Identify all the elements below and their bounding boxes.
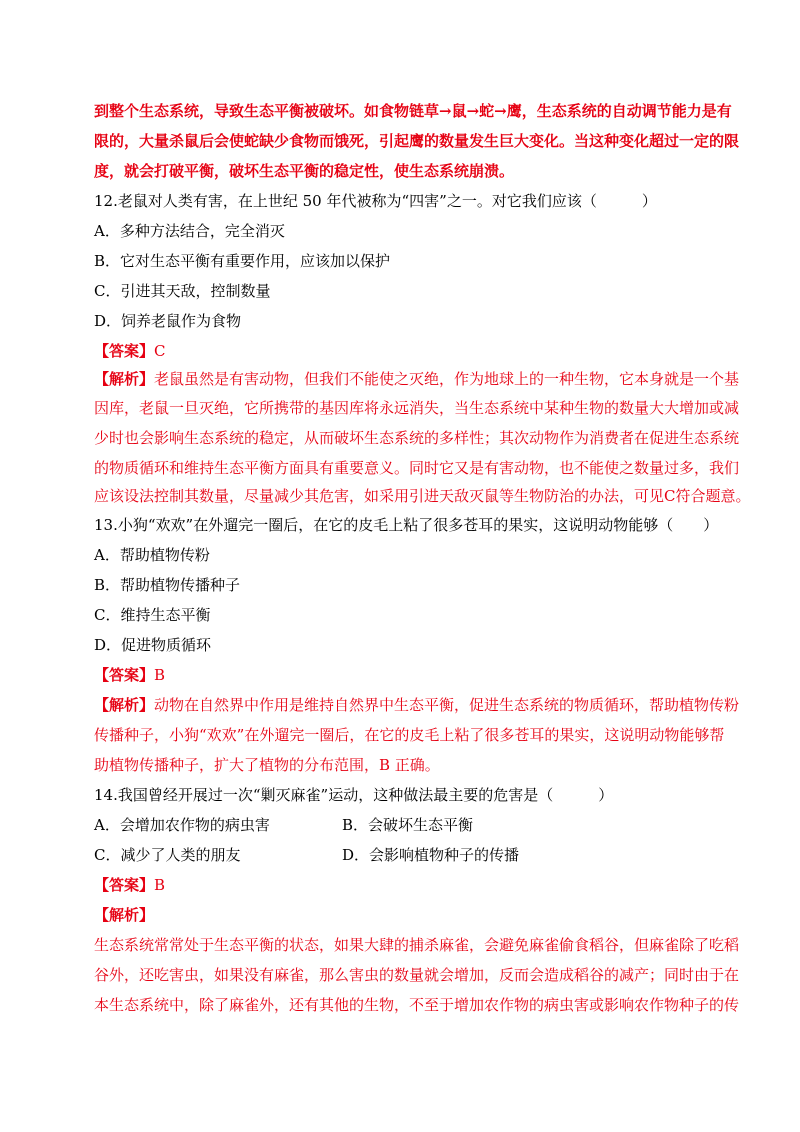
answer-row xyxy=(94,870,714,900)
option-c: C．维持生态平衡 xyxy=(94,606,211,624)
analysis-text: 谷外，还吃害虫，如果没有麻雀，那么害虫的数量就会增加，反而会造成稻谷的减产；同时由于在 xyxy=(94,966,740,984)
answer-label: 【答案】 xyxy=(94,876,155,894)
option-b: B．它对生态平衡有重要作用，应该加以保护 xyxy=(94,252,391,270)
question-12-stem: 12.老鼠对人类有害，在上世纪 50 年代被称为“四害”之一。对它我们应该（ ） xyxy=(94,192,657,210)
analysis-text: 助植物传播种子，扩大了植物的分布范围，B 正确。 xyxy=(94,756,440,774)
question-14-stem: 14.我国曾经开展过一次“剿灭麻雀”运动，这种做法最主要的危害是（ ） xyxy=(94,786,614,804)
analysis-text: 老鼠虽然是有害动物，但我们不能使之灭绝，作为地球上的一种生物，它本身就是一个基 xyxy=(154,370,740,388)
option-c: C．引进其天敌，控制数量 xyxy=(94,282,271,300)
answer-row xyxy=(94,660,714,690)
option-d: D．会影响植物种子的传播 xyxy=(342,846,520,864)
answer-label: 【答案】 xyxy=(94,342,155,360)
analysis-text: 少时也会影响生态系统的稳定，从而破坏生态系统的多样性；其次动物作为消费者在促进生态系统 xyxy=(94,429,740,447)
analysis-text: 动物在自然界中作用是维持自然界中生态平衡，促进生态系统的物质循环，帮助植物传粉 xyxy=(154,696,740,714)
analysis-row xyxy=(94,900,714,930)
answer-value: B xyxy=(154,876,166,894)
answer-value: B xyxy=(154,666,166,684)
option-c: C．减少了人类的朋友 xyxy=(94,846,241,864)
option-b: B．帮助植物传播种子 xyxy=(94,576,241,594)
analysis-text: 本生态系统中，除了麻雀外，还有其他的生物，不至于增加农作物的病虫害或影响农作物种子的传 xyxy=(94,996,740,1014)
analysis-row xyxy=(94,366,740,393)
explanation-line: 度，就会打破平衡，破坏生态平衡的稳定性，使生态系统崩溃。 xyxy=(94,162,515,180)
analysis-text: 因库，老鼠一旦灭绝，它所携带的基因库将永远消失，当生态系统中某种生物的数量大大增加或减 xyxy=(94,399,740,417)
analysis-text: 的物质循环和维持生态平衡方面具有重要意义。同时它又是有害动物，也不能使之数量过多，我们 xyxy=(94,459,740,477)
options-row xyxy=(94,840,714,870)
answer-row xyxy=(94,336,714,366)
question-13-stem: 13.小狗“欢欢”在外遛完一圈后，在它的皮毛上粘了很多苍耳的果实，这说明动物能够（ ） xyxy=(94,516,719,534)
explanation-line: 到整个生态系统，导致生态平衡被破坏。如食物链草→鼠→蛇→鹰，生态系统的自动调节能力是有 xyxy=(94,102,732,120)
analysis-text: 生态系统常常处于生态平衡的状态，如果大肆的捕杀麻雀，会避免麻雀偷食稻谷，但麻雀除了吃稻 xyxy=(94,936,740,954)
analysis-label: 【解析】 xyxy=(94,370,155,388)
option-b: B．会破坏生态平衡 xyxy=(342,816,474,834)
option-a: A．多种方法结合，完全消灭 xyxy=(94,222,285,240)
explanation-line: 限的，大量杀鼠后会使蛇缺少食物而饿死，引起鹰的数量发生巨大变化。当这种变化超过一定的限 xyxy=(94,132,740,150)
option-a: A．帮助植物传粉 xyxy=(94,546,210,564)
analysis-label: 【解析】 xyxy=(94,906,155,924)
option-d: D．促进物质循环 xyxy=(94,636,212,654)
option-d: D．饲养老鼠作为食物 xyxy=(94,312,242,330)
analysis-text: 应该设法控制其数量，尽量减少其危害，如采用引进天敌灭鼠等生物防治的办法，可见C符合题意。 xyxy=(94,487,751,505)
analysis-label: 【解析】 xyxy=(94,696,155,714)
options-row xyxy=(94,810,714,840)
analysis-row xyxy=(94,690,740,720)
answer-label: 【答案】 xyxy=(94,666,155,684)
answer-value: C xyxy=(154,342,166,360)
analysis-text: 传播种子，小狗“欢欢”在外遛完一圈后，在它的皮毛上粘了很多苍耳的果实，这说明动物能够帮 xyxy=(94,726,725,744)
document-page xyxy=(94,96,751,1020)
option-a: A．会增加农作物的病虫害 xyxy=(94,816,270,834)
